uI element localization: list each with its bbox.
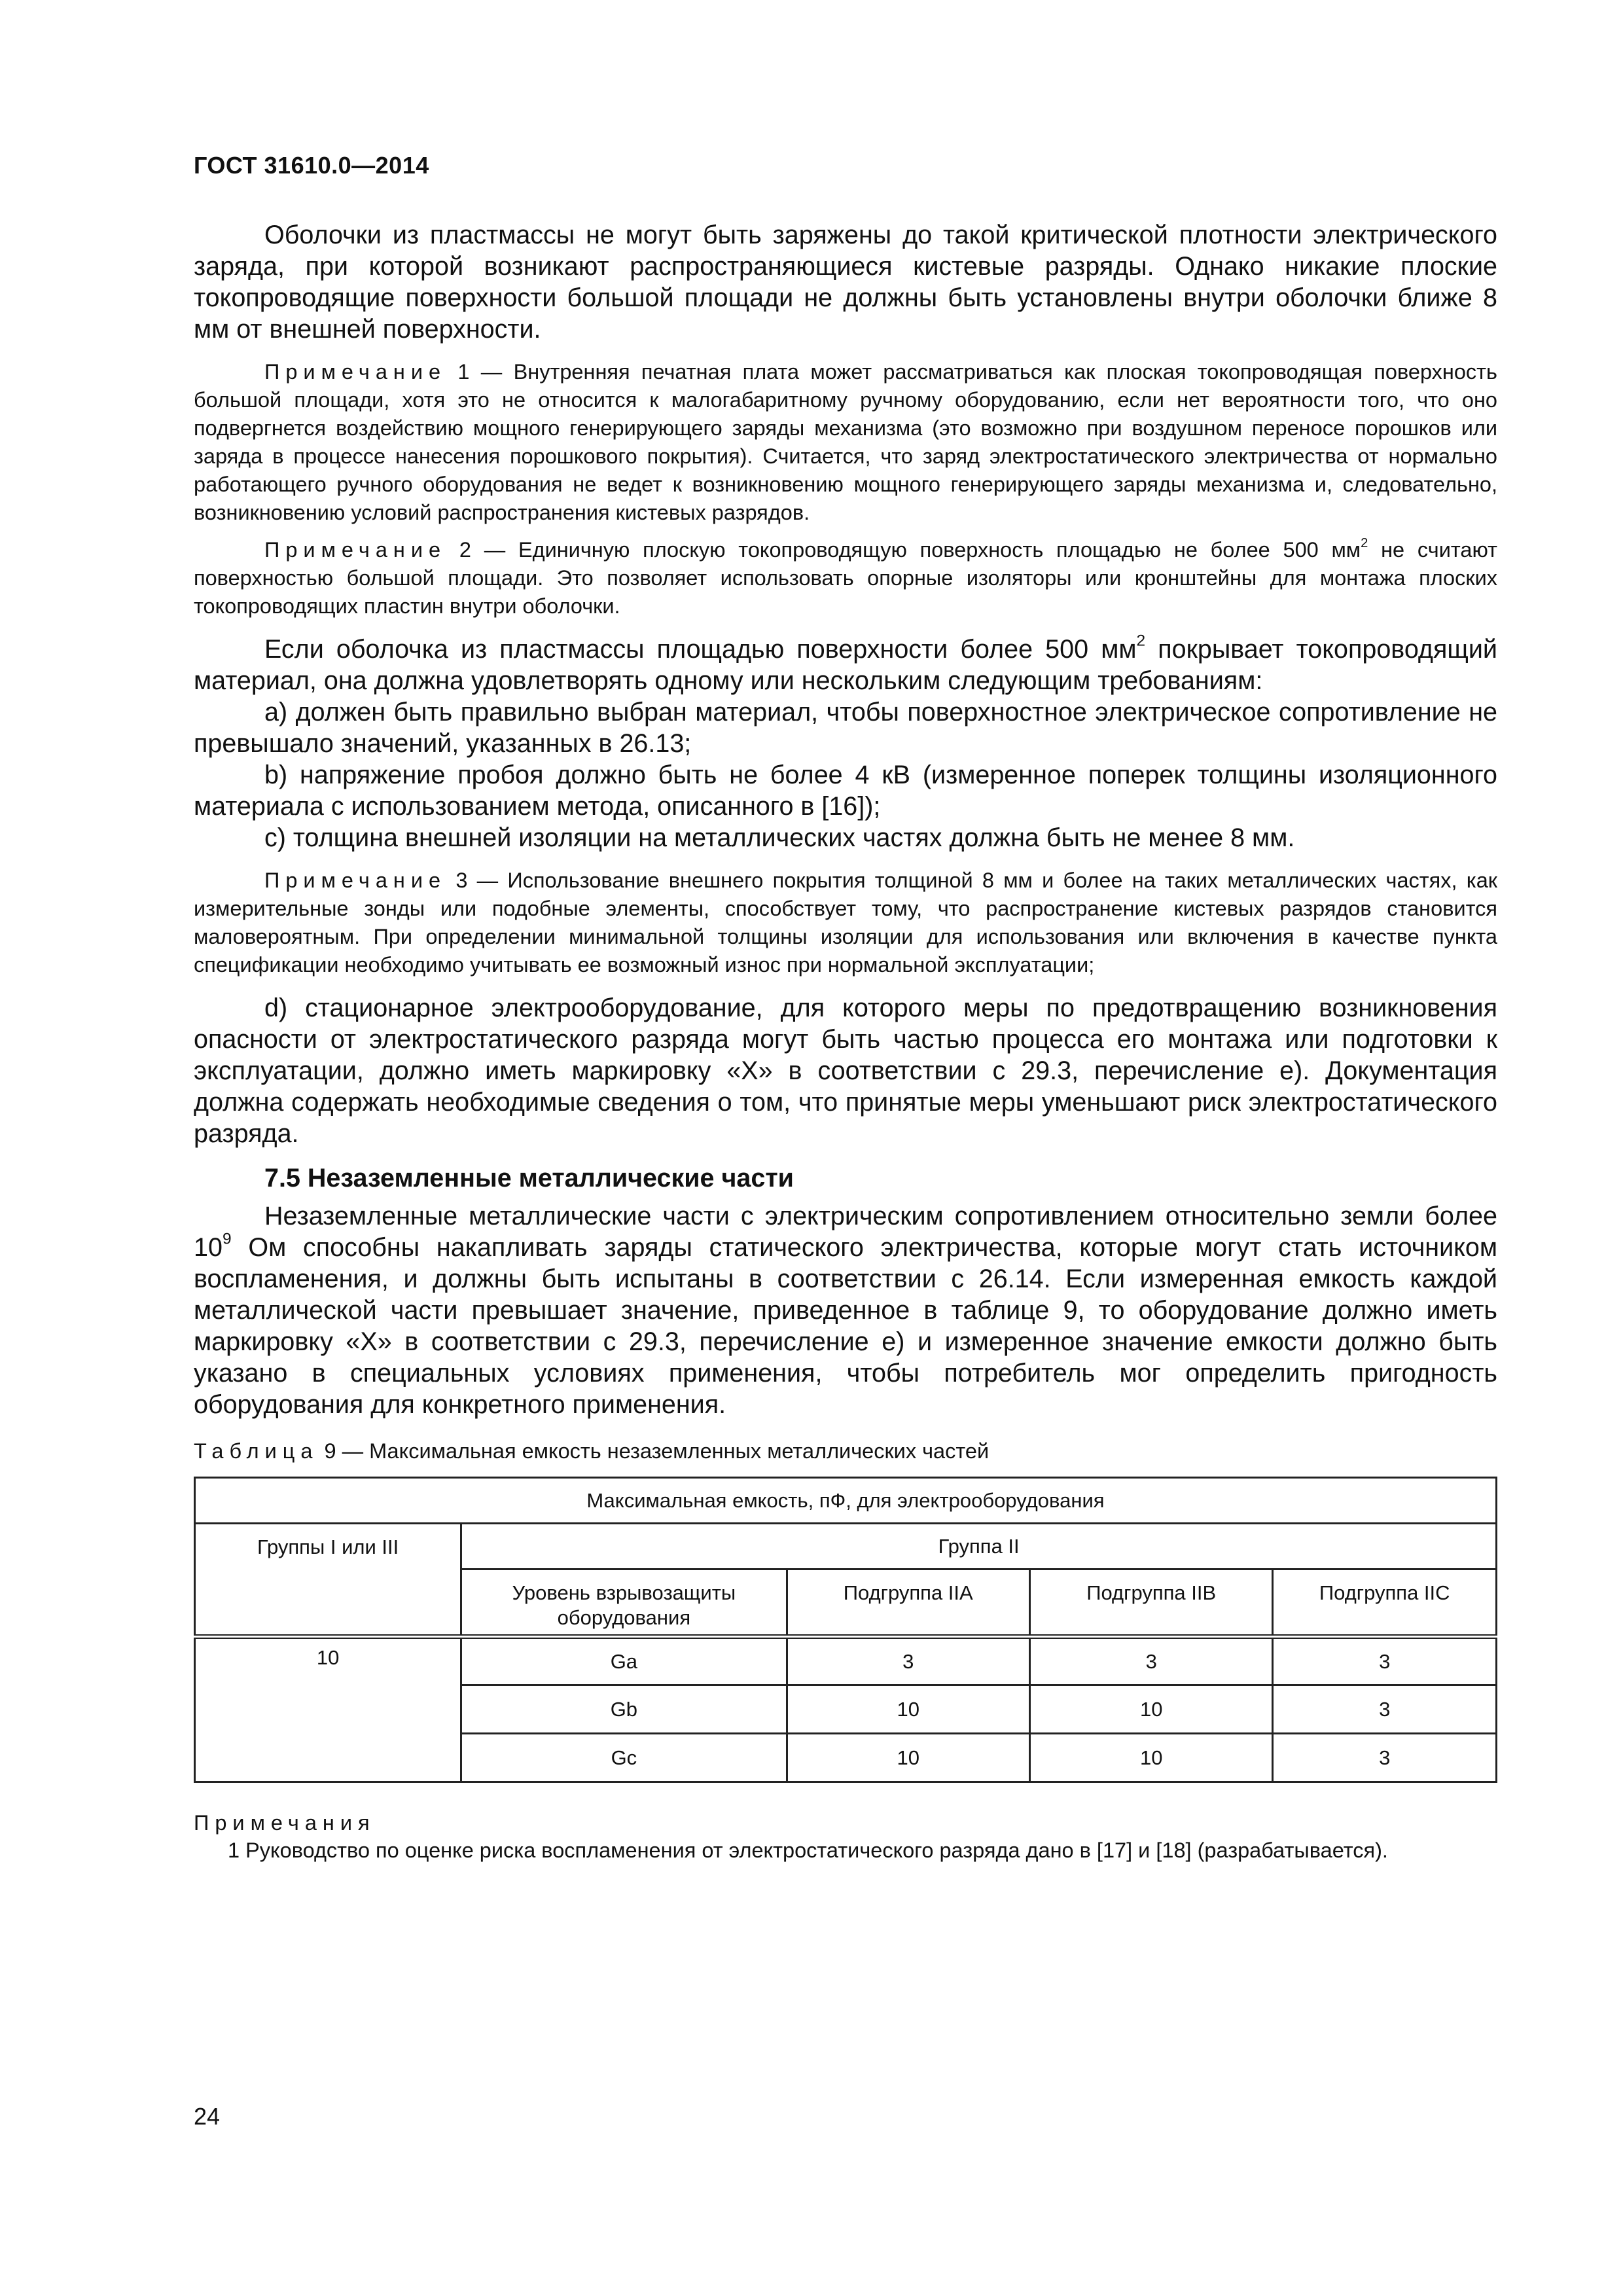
table-9-max-capacitance bbox=[194, 1477, 1497, 1783]
table-cell-iib: 3 bbox=[1029, 1637, 1272, 1685]
document-code-header: ГОСТ 31610.0—2014 bbox=[194, 152, 429, 179]
page-content bbox=[194, 219, 1497, 1865]
table-cell-group-1-3-value: 10 bbox=[195, 1637, 461, 1782]
table-cell-level: Ga bbox=[461, 1637, 787, 1685]
table-cell-iib: 10 bbox=[1029, 1685, 1272, 1734]
note-text: 3 — Использование внешнего покрытия толщиной 8 мм и более на таких металлических частях, как измерительные зонды или подобные элементы, способствует тому, что распространение кистевых разрядов становится маловероятным. При определении минимальной толщины изоляции для использования или включения в качестве пункта спецификации необходимо учитывать ее возможный износ при нормальной эксплуатации; bbox=[194, 869, 1497, 977]
note-text: 2 — Единичную плоскую токопроводящую поверхность площадью не более 500 мм bbox=[446, 538, 1361, 562]
table-caption bbox=[194, 1437, 1497, 1465]
table-caption-text: 9 — Максимальная емкость незаземленных металлических частей bbox=[318, 1439, 990, 1463]
table-cell-level: Gb bbox=[461, 1685, 787, 1734]
note-label: Примечание bbox=[264, 538, 447, 562]
note-label: Примечание bbox=[264, 869, 447, 892]
table-header-groups-1-3: Группы I или III bbox=[195, 1524, 461, 1637]
list-item-a: a) должен быть правильно выбран материал, чтобы поверхностное электрическое сопротивление не превышало значений, указанных в 26.13; bbox=[194, 698, 1497, 758]
table-header-subgroup-iib: Подгруппа IIB bbox=[1029, 1570, 1272, 1637]
notes-title: Примечания bbox=[194, 1811, 376, 1835]
paragraph-requirements-intro bbox=[194, 634, 1497, 696]
note-2 bbox=[194, 536, 1497, 620]
text-run: Если оболочка из пластмассы площадью поверхности более 500 мм bbox=[264, 635, 1137, 664]
table-caption-label: Таблица bbox=[194, 1439, 319, 1463]
table-cell-iia: 10 bbox=[787, 1734, 1029, 1782]
table-row bbox=[195, 1637, 1497, 1685]
table-cell-iib: 10 bbox=[1029, 1734, 1272, 1782]
table-header-main: Максимальная емкость, пФ, для электрооборудования bbox=[195, 1478, 1497, 1524]
paragraph-ungrounded-parts bbox=[194, 1200, 1497, 1420]
note-text: 1 — Внутренняя печатная плата может рассматриваться как плоская токопроводящая поверхность большой площади, хотя это не относится к малогабаритному ручному оборудованию, если нет вероятности того, что оно подвергнется воздействию мощного генерирующего заряды механизма (это возможно при воздушном переносе порошков или заряда в процессе нанесения порошкового покрытия). Считается, что заряд электростатического электричества от нормально работающего ручного оборудования не ведет к возникновению мощного генерирующего заряды механизма и, следовательно, возникновению условий распространения кистевых разрядов. bbox=[194, 360, 1497, 524]
table-header-protection-level: Уровень взрывозащиты оборудования bbox=[461, 1570, 787, 1637]
table-cell-iia: 10 bbox=[787, 1685, 1029, 1734]
superscript: 2 bbox=[1361, 535, 1368, 550]
note-3 bbox=[194, 867, 1497, 979]
note-1 bbox=[194, 358, 1497, 527]
text-run: Ом способны накапливать заряды статического электричества, которые могут стать источником воспламенения, и должны быть испытаны в соответствии с 26.14. Если измеренная емкость каждой металлической части превышает значение, приведенное в таблице 9, то оборудование должно иметь маркировку «X» в соответствии с 29.3, перечисление е) и измеренное значение емкости должно быть указано в специальных условиях применения, чтобы потребитель мог определить пригодность оборудования для конкретного применения. bbox=[194, 1233, 1497, 1419]
page-number: 24 bbox=[194, 2103, 221, 2130]
note-text: не считают поверхностью большой площади. Это позволяет использовать опорные изоляторы или кронштейны для монтажа плоских токопроводящих пластин внутри оболочки. bbox=[194, 538, 1497, 618]
text-run: покрывает токопроводящий материал, она должна удовлетворять одному или нескольким следующим требованиям: bbox=[194, 635, 1497, 695]
table-cell-iic: 3 bbox=[1273, 1734, 1497, 1782]
table-header-subgroup-iia: Подгруппа IIA bbox=[787, 1570, 1029, 1637]
paragraph-plastic-enclosures: Оболочки из пластмассы не могут быть заряжены до такой критической плотности электрического заряда, при которой возникают распространяющиеся кистевые разряды. Однако никакие плоские токопроводящие поверхности большой площади не должны быть установлены внутри оболочки ближе 8 мм от внешней поверхности. bbox=[194, 221, 1497, 344]
table-cell-iic: 3 bbox=[1273, 1685, 1497, 1734]
list-item-b: b) напряжение пробоя должно быть не более 4 кВ (измеренное поперек толщины изоляционного материала с использованием метода, описанного в [16]); bbox=[194, 761, 1497, 821]
table-cell-level: Gc bbox=[461, 1734, 787, 1782]
section-heading-7-5: 7.5 Незаземленные металлические части bbox=[264, 1164, 794, 1193]
table-header-subgroup-iic: Подгруппа IIC bbox=[1273, 1570, 1497, 1637]
table-cell-iia: 3 bbox=[787, 1637, 1029, 1685]
list-item-d: d) стационарное электрооборудование, для которого меры по предотвращению возникновения опасности от электростатического разряда могут быть частью процесса его монтажа или подготовки к эксплуатации, должно иметь маркировку «X» в соответствии с 29.3, перечисление е). Документация должна содержать необходимые сведения о том, что принятые меры уменьшают риск электростатического разряда. bbox=[194, 994, 1497, 1148]
superscript: 9 bbox=[222, 1230, 232, 1248]
list-item-c: c) толщина внешней изоляции на металлических частях должна быть не менее 8 мм. bbox=[264, 823, 1295, 852]
note-label: Примечание bbox=[264, 360, 447, 384]
superscript: 2 bbox=[1136, 632, 1146, 650]
table-cell-iic: 3 bbox=[1273, 1637, 1497, 1685]
text-run: Незаземленные металлические части с электрическим сопротивлением относительно земли более 10 bbox=[194, 1202, 1497, 1262]
note-item-1: 1 Руководство по оценке риска воспламенения от электростатического разряда дано в [17] и [18] (разрабатывается). bbox=[228, 1839, 1388, 1862]
table-header-group-2: Группа II bbox=[461, 1524, 1497, 1570]
